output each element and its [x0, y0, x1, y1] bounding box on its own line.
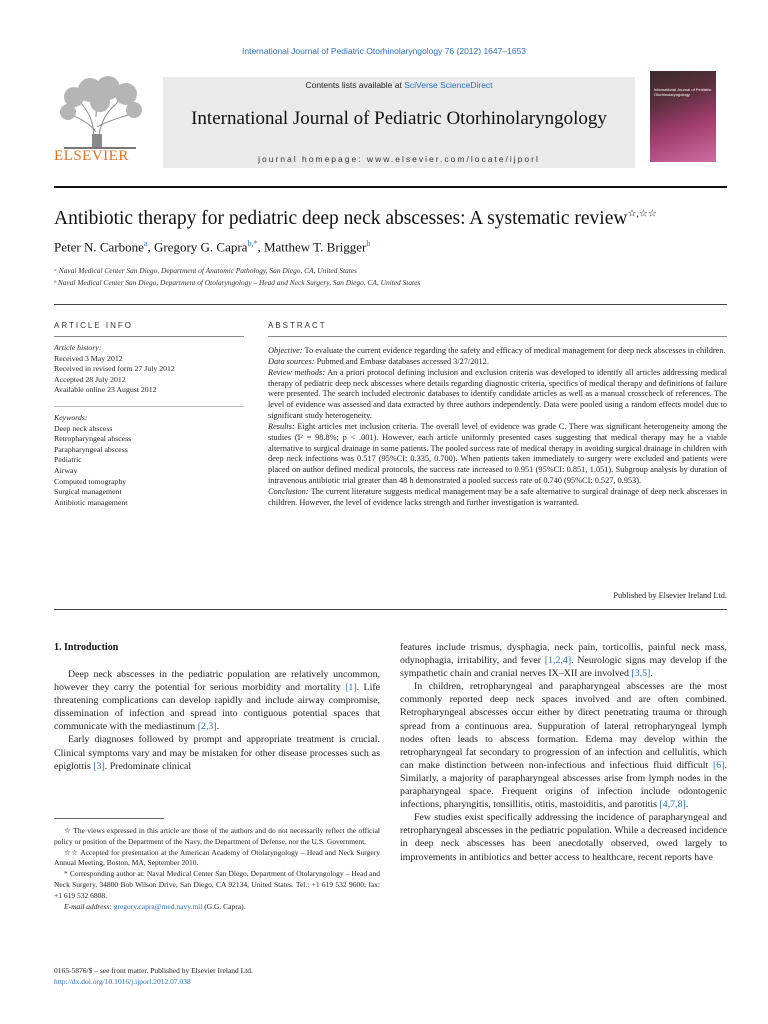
history-item: Accepted 28 July 2012: [54, 374, 126, 384]
front-matter: [54, 966, 384, 987]
keyword-item[interactable]: Computed tomography: [54, 476, 127, 486]
citation-ref[interactable]: [3,5]: [631, 668, 651, 680]
abstract-heading: ABSTRACT: [268, 321, 327, 330]
body-text: Few studies exist specifically addressing the incidence of parapharyngeal and retropharyngeal abscesses in the pediatric population. While a decreased incidence in deep neck abscesses has been anecdotally observed, owed largely to improvements in antibiotics and better access to healthcare, recent reports have: [400, 812, 727, 863]
article-history: [54, 343, 244, 396]
keyword-item[interactable]: Surgical management: [54, 487, 122, 497]
abstract-review-methods: [268, 368, 727, 422]
sciencedirect-link[interactable]: SciVerse ScienceDirect: [404, 80, 493, 90]
journal-cover-thumbnail[interactable]: [650, 71, 716, 162]
abstract-data-sources: [268, 357, 727, 368]
abstract-label: Objective:: [268, 346, 303, 355]
body-text: features include trismus, dysphagia, neck pain, torticollis, painful neck mass, odynophagia, irritability, and fever: [400, 642, 727, 667]
author-affiliation-mark[interactable]: b,*: [247, 239, 258, 248]
article-title: [54, 208, 734, 230]
citation-ref[interactable]: [1]: [345, 682, 357, 694]
abstract-rule: [268, 336, 727, 337]
history-item: Received in revised form 27 July 2012: [54, 364, 175, 374]
footnotes: [54, 826, 380, 912]
body-paragraph: [54, 733, 380, 772]
abstract-results: [268, 422, 727, 487]
body-text: . Life threatening complications can develop rapidly and include airway compromise, dissemination of infection and spread into contiguous potential spaces that communicate with the mediastinum: [54, 682, 380, 733]
footnote-disclaimer: ☆ The views expressed in this article are those of the authors and do not necessarily reflect the official policy or position of the Department of the Navy, the Department of Defense, nor the U.S. Government.: [54, 826, 380, 846]
body-paragraph: [400, 680, 727, 811]
abstract-body: [268, 346, 727, 509]
author-separator: ,: [147, 239, 154, 255]
body-text: Deep neck abscesses in the pediatric population are relatively uncommon, however they carry the potential for serious morbidity and mortality: [54, 669, 380, 694]
affiliation-a: ᵃ Naval Medical Center San Diego, Department of Anatomic Pathology, San Diego, CA, United States: [54, 266, 357, 275]
abstract-text: Eight articles met inclusion criteria. The overall level of evidence was grade C. There was significant heterogeneity among the studies (I² = 98.8%; p < .001). However, each article uniformly presented cases suggesting that medical therapy may be a viable alternative to surgical drainage in some patients. The pooled success rate of medical therapy in avoiding surgical drainage in children with deep neck infections was 0.517 (95%CI: 0.335, 0.700). When patients taken immediately to surgery were excluded and patients were placed on author defined medical protocols, the success rate increased to 0.951 (95%CI: 0.851, 1.051). Subgroup analysis by duration of intravenous antibiotic trial greater than 48 h demonstrated a pooled success rate of 0.740 (95%CI: 0.527, 0.953).: [268, 421, 728, 486]
email-label: E-mail address:: [64, 901, 112, 911]
abstract-text: The current literature suggests medical management may be a safe alternative to surgical drainage of deep neck abscesses in children. However, the level of evidence lacks strength and further investigation is warranted.: [268, 486, 727, 507]
body-paragraph: [400, 811, 727, 863]
footnote-corresponding: * Corresponding author at: Naval Medical Center San Diego, Department of Otolaryngology – Head and Neck Surgery, 34800 Bob Wilson Drive, San Diego, CA 92134, United States. Tel.: +1 619 532 9600; fax: +1 619 532 6808.: [54, 869, 380, 900]
issn-line: 0165-5876/$ – see front matter. Published by Elsevier Ireland Ltd.: [54, 966, 253, 975]
keywords-label: Keywords:: [54, 413, 88, 422]
citation-ref[interactable]: [2,3]: [197, 721, 217, 733]
email-link[interactable]: gregory.capra@med.navy.mil: [113, 901, 203, 911]
header-rule: [54, 304, 727, 305]
footnote-rule: [54, 818, 164, 819]
keywords-rule: [54, 406, 244, 407]
intro-left-column: [54, 668, 380, 773]
footnote-email: [54, 902, 380, 913]
body-text: In children, retropharyngeal and parapharyngeal abscesses are the most commonly reported deep neck spaces involved and are often combined. Retropharyngeal abscesses occur either by direct penetrating trauma or through spread from a continuous area. Suppuration of lateral retropharyngeal lymph nodes often leads to abscess formation. Edema may develop within the retropharyngeal fat secondary to progression of an infection and cellulitis, which can make distinction between non-infectious and infectious fluid difficult: [400, 681, 727, 771]
footnote-presentation: ☆☆ Accepted for presentation at the American Academy of Otolaryngology – Head and Neck Surgery Annual Meeting, Boston, MA, September 2010.: [54, 847, 380, 868]
author-affiliation-mark[interactable]: a: [143, 239, 148, 248]
body-text: .: [216, 721, 220, 733]
intro-right-column: [400, 641, 727, 864]
abstract-text: Pubmed and Embase databases accessed 3/27/2012.: [316, 356, 489, 366]
affiliation-b: ᵇ Naval Medical Center San Diego, Department of Otolaryngology – Head and Neck Surgery, San Diego, CA, United States: [54, 278, 421, 287]
email-suffix: (G.G. Capra).: [202, 901, 246, 911]
journal-citation[interactable]: International Journal of Pediatric Otorhinolaryngology 76 (2012) 1647–1653: [242, 46, 526, 56]
article-info-heading: ARTICLE INFO: [54, 321, 133, 330]
author-name[interactable]: Gregory G. Capra: [153, 239, 248, 255]
masthead-rule: [54, 186, 727, 188]
abstract-text: To evaluate the current evidence regarding the safety and efficacy of medical management for deep neck abscesses in children.: [304, 346, 726, 355]
doi-link[interactable]: http://dx.doi.org/10.1016/j.ijporl.2012.07.038: [54, 976, 191, 986]
author-name[interactable]: Peter N. Carbone: [54, 239, 144, 255]
author-affiliation-mark[interactable]: b: [366, 239, 371, 248]
article-title-text: Antibiotic therapy for pediatric deep neck abscesses: A systematic review: [54, 208, 628, 229]
keyword-item[interactable]: Parapharyngeal abscess: [54, 444, 128, 454]
body-paragraph: [54, 668, 380, 733]
history-label: Article history:: [54, 343, 102, 352]
title-footnote-marks[interactable]: ☆,☆☆: [627, 208, 657, 220]
section-heading-introduction: 1. Introduction: [54, 642, 119, 653]
abstract-text: An a priori protocol defining inclusion and exclusion criteria was developed to identify all articles addressing medical therapy of pediatric deep neck abscesses where details regarding diagnostic criteria, specifics of medical therapy and definitions of failure were presented. The search included electronic databases to identify candidate articles as well as a manual crosscheck of references. The level of evidence was assessed and data extracted by three authors independently. Data were pooled using a random effects model due to significant study heterogeneity.: [268, 367, 727, 421]
keyword-item[interactable]: Antibiotic management: [54, 497, 128, 507]
keyword-item[interactable]: Pediatric: [54, 455, 82, 465]
citation-ref[interactable]: [1,2,4]: [544, 655, 572, 667]
journal-homepage[interactable]: journal homepage: www.elsevier.com/locate/ijporl: [258, 154, 540, 164]
history-item: Received 3 May 2012: [54, 353, 123, 363]
keyword-item[interactable]: Retropharyngeal abscess: [54, 434, 132, 444]
abstract-label: Review methods:: [268, 367, 325, 377]
published-by: Published by Elsevier Ireland Ltd.: [613, 591, 727, 600]
elsevier-logo-text: ELSEVIER: [54, 148, 129, 164]
article-info-rule: [54, 336, 244, 337]
citation-ref[interactable]: [3]: [93, 760, 105, 772]
abstract-bottom-rule: [54, 609, 727, 610]
body-text: .: [650, 668, 653, 680]
cover-title: International Journal of Pediatric Otorhinolaryngology: [654, 87, 712, 97]
history-item: Available online 23 August 2012: [54, 385, 157, 395]
author-list: [54, 239, 734, 255]
body-text: Early diagnoses followed by prompt and appropriate treatment is crucial. Clinical symptoms vary and may be mistaken for other disease processes such as epiglottis: [54, 734, 380, 772]
abstract-label: Conclusion:: [268, 486, 309, 496]
contents-line: [163, 80, 635, 90]
author-name[interactable]: Matthew T. Brigger: [263, 239, 367, 255]
abstract-objective: [268, 346, 727, 357]
abstract-label: Results:: [268, 421, 295, 431]
author-separator: ,: [257, 239, 264, 255]
citation-ref[interactable]: [4,7,8]: [659, 799, 686, 811]
body-text: . Neurologic signs may develop if the sympathetic chain and cranial nerves IX–XII are involved: [400, 655, 727, 680]
abstract-conclusion: [268, 487, 727, 509]
citation-ref[interactable]: [6]: [713, 759, 725, 771]
contents-prefix: Contents lists available at: [305, 80, 405, 90]
abstract-label: Data sources:: [268, 356, 315, 366]
body-text: .: [685, 799, 689, 811]
journal-title: International Journal of Pediatric Otorhinolaryngology: [191, 108, 607, 129]
body-text: . Predominate clinical: [104, 760, 192, 772]
keyword-item[interactable]: Deep neck abscess: [54, 423, 113, 433]
body-text: . Similarly, a majority of parapharyngeal abscesses arise from lymph nodes in the parapharyngeal space. Frequent origins of infection include odontogenic infections, pharyngitis, tonsillitis, otitis, mastoiditis, and parotitis: [400, 759, 727, 811]
body-paragraph: [400, 641, 727, 680]
keywords-list: [54, 413, 244, 508]
keyword-item[interactable]: Airway: [54, 465, 78, 475]
